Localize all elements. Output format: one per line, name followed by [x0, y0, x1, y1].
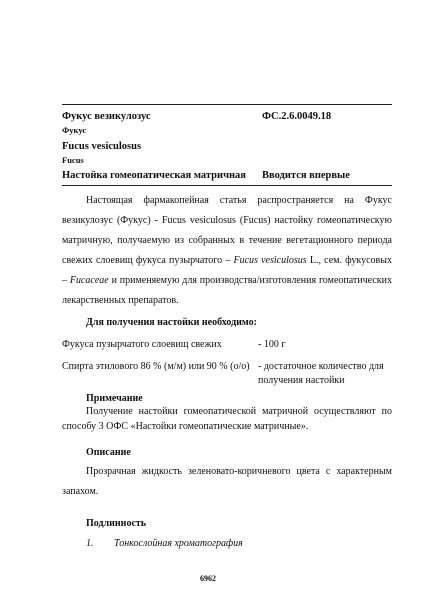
requirement-value-1: - 100 г: [258, 339, 286, 350]
authenticity-heading: Подлинность: [86, 518, 147, 529]
top-rule: [62, 104, 392, 105]
note-heading: Примечание: [86, 393, 143, 404]
intro-latin-2: Fucaceae: [69, 275, 109, 286]
subtitle-ru: Фукус: [62, 125, 87, 135]
intro-latin-1: Fucus vesiculosus: [233, 255, 307, 266]
header-rule: [62, 185, 392, 186]
requirement-value-2: - достаточное количество для получения настойки: [258, 361, 384, 386]
description-heading: Описание: [86, 447, 131, 458]
authenticity-item-title: Тонкослойная хроматография: [114, 538, 243, 549]
subtitle-lat: Fucus: [62, 155, 84, 165]
intro-text-2: L., сем. фукусовых –: [62, 255, 392, 286]
title-lat: Fucus vesiculosus: [62, 141, 142, 152]
title-ru: Фукус везикулозус: [62, 111, 151, 122]
note-text: Получение настойки гомеопатической матричной осуществляют по способу 3 ОФС «Настойки гомеопатические матричные».: [62, 406, 392, 432]
intro-text-3: и применяемую для производства/изготовления гомеопатических лекарственных препаратов.: [62, 275, 393, 306]
requirements-heading: Для получения настойки необходимо:: [86, 317, 257, 328]
article-code: ФС.2.6.0049.18: [262, 111, 332, 122]
status: Вводится впервые: [262, 170, 350, 181]
requirement-label-2: Спирта этилового 86 % (м/м) или 90 % (о/о): [62, 361, 250, 372]
intro-paragraph: [62, 191, 392, 311]
description-text: Прозрачная жидкость зеленовато-коричневого цвета с характерным запахом.: [62, 466, 392, 497]
page-number: 6962: [200, 574, 216, 583]
preparation-type: Настойка гомеопатическая матричная: [62, 170, 246, 181]
requirement-label-1: Фукуса пузырчатого слоевищ свежих: [62, 339, 222, 350]
intro-text-1: Настоящая фармакопейная статья распространяется на Фукус везикулозус (Фукус) - Fucus vesiculosus (Fucus) настойку гомеопатическую матричную, получаемую из собранных в течение вегетационного периода свежих слоевищ фукуса пузырчатого –: [62, 195, 392, 266]
authenticity-item-number: 1.: [86, 538, 94, 549]
